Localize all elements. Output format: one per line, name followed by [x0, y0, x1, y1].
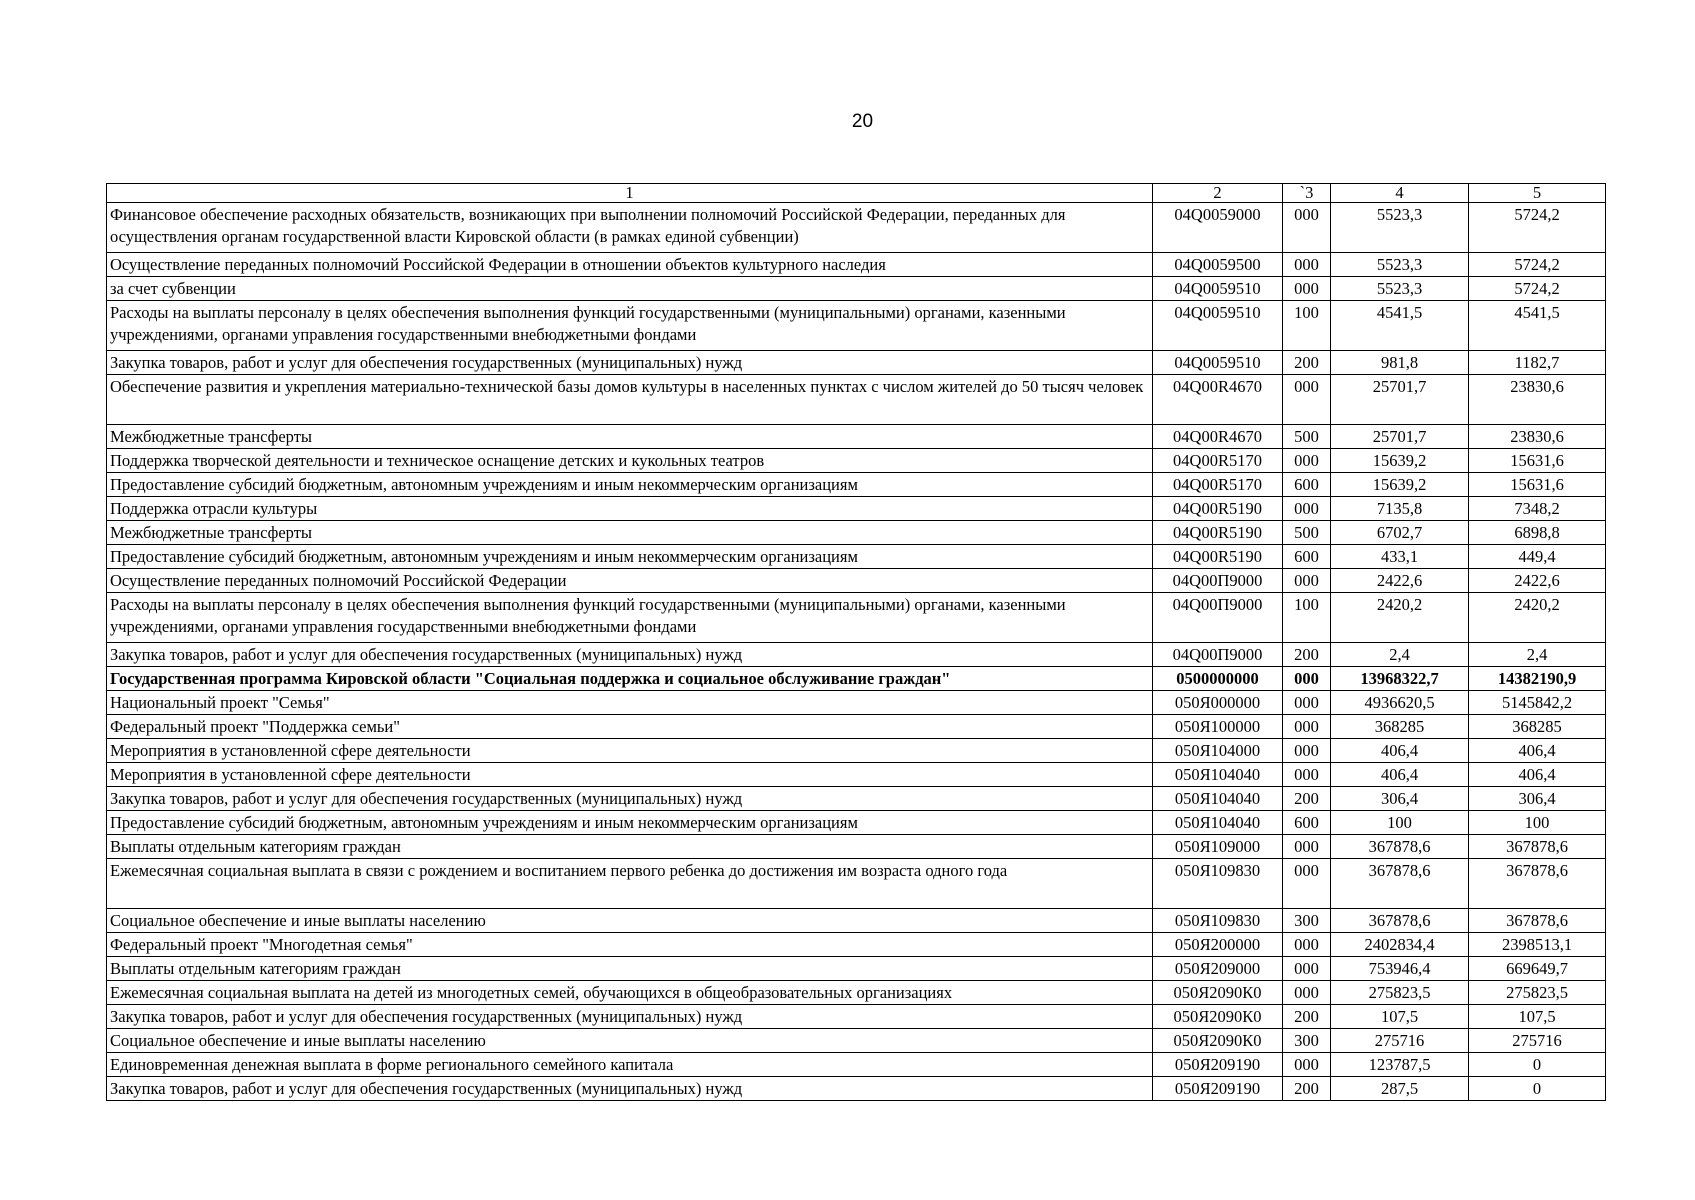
row-expense-type-cell: 000 [1283, 691, 1331, 715]
row-code-cell: 04Q00П9000 [1153, 593, 1283, 643]
row-value-year2-cell: 275823,5 [1469, 981, 1606, 1005]
row-name-cell: Поддержка творческой деятельности и техническое оснащение детских и кукольных театров [107, 449, 1153, 473]
row-value-year1-cell: 306,4 [1331, 787, 1469, 811]
row-name-cell: Расходы на выплаты персоналу в целях обеспечения выполнения функций государственными (муниципальными) органами, казенными учреждениями, органами управления государственными внебюджетными фондами [107, 301, 1153, 351]
row-expense-type-cell: 600 [1283, 811, 1331, 835]
row-name-cell: Осуществление переданных полномочий Российской Федерации [107, 569, 1153, 593]
column-header-1: 1 [107, 184, 1153, 203]
row-name-cell: Выплаты отдельным категориям граждан [107, 957, 1153, 981]
row-expense-type-cell: 000 [1283, 715, 1331, 739]
row-expense-type-cell: 000 [1283, 277, 1331, 301]
row-expense-type-cell: 500 [1283, 425, 1331, 449]
page-number: 20 [851, 111, 874, 132]
row-expense-type-cell: 000 [1283, 449, 1331, 473]
table-row [107, 933, 1606, 957]
row-code-cell: 04Q00R5190 [1153, 497, 1283, 521]
row-value-year1-cell: 5523,3 [1331, 253, 1469, 277]
row-value-year2-cell: 14382190,9 [1469, 667, 1606, 691]
row-expense-type-cell: 000 [1283, 1053, 1331, 1077]
row-expense-type-cell: 200 [1283, 643, 1331, 667]
row-value-year1-cell: 981,8 [1331, 351, 1469, 375]
row-value-year1-cell: 2420,2 [1331, 593, 1469, 643]
row-code-cell: 050Я209190 [1153, 1077, 1283, 1101]
row-value-year1-cell: 15639,2 [1331, 473, 1469, 497]
table-row [107, 449, 1606, 473]
row-value-year1-cell: 368285 [1331, 715, 1469, 739]
row-value-year2-cell: 368285 [1469, 715, 1606, 739]
row-code-cell: 050Я104040 [1153, 811, 1283, 835]
row-code-cell: 04Q0059500 [1153, 253, 1283, 277]
table-row [107, 763, 1606, 787]
row-name-cell: Федеральный проект "Многодетная семья" [107, 933, 1153, 957]
header-row [107, 184, 1606, 203]
row-name-cell: Единовременная денежная выплата в форме регионального семейного капитала [107, 1053, 1153, 1077]
row-code-cell: 050Я2090К0 [1153, 981, 1283, 1005]
row-expense-type-cell: 500 [1283, 521, 1331, 545]
row-value-year1-cell: 367878,6 [1331, 835, 1469, 859]
row-code-cell: 04Q00R5170 [1153, 473, 1283, 497]
row-expense-type-cell: 000 [1283, 375, 1331, 425]
table-row [107, 1053, 1606, 1077]
row-expense-type-cell: 300 [1283, 909, 1331, 933]
row-value-year1-cell: 15639,2 [1331, 449, 1469, 473]
row-value-year2-cell: 4541,5 [1469, 301, 1606, 351]
row-name-cell: Мероприятия в установленной сфере деятельности [107, 763, 1153, 787]
row-code-cell: 04Q00П9000 [1153, 643, 1283, 667]
table-row [107, 545, 1606, 569]
row-name-cell: Закупка товаров, работ и услуг для обеспечения государственных (муниципальных) нужд [107, 643, 1153, 667]
row-value-year1-cell: 2422,6 [1331, 569, 1469, 593]
row-code-cell: 04Q00R4670 [1153, 425, 1283, 449]
row-name-cell: Закупка товаров, работ и услуг для обеспечения государственных (муниципальных) нужд [107, 1005, 1153, 1029]
table-row [107, 715, 1606, 739]
row-value-year2-cell: 23830,6 [1469, 425, 1606, 449]
table-row [107, 691, 1606, 715]
row-code-cell: 0500000000 [1153, 667, 1283, 691]
row-value-year2-cell: 306,4 [1469, 787, 1606, 811]
row-value-year1-cell: 13968322,7 [1331, 667, 1469, 691]
row-value-year2-cell: 107,5 [1469, 1005, 1606, 1029]
row-expense-type-cell: 000 [1283, 981, 1331, 1005]
row-name-cell: Финансовое обеспечение расходных обязательств, возникающих при выполнении полномочий Российской Федерации, переданных для осуществления органам государственной власти Кировской области (в рамках единой субвенции) [107, 203, 1153, 253]
row-value-year2-cell: 2,4 [1469, 643, 1606, 667]
row-expense-type-cell: 600 [1283, 545, 1331, 569]
table-row [107, 521, 1606, 545]
table-row [107, 957, 1606, 981]
row-code-cell: 050Я109830 [1153, 909, 1283, 933]
column-header-5: 5 [1469, 184, 1606, 203]
row-code-cell: 050Я209190 [1153, 1053, 1283, 1077]
row-expense-type-cell: 000 [1283, 569, 1331, 593]
row-name-cell: Закупка товаров, работ и услуг для обеспечения государственных (муниципальных) нужд [107, 351, 1153, 375]
table-row [107, 981, 1606, 1005]
row-name-cell: Межбюджетные трансферты [107, 521, 1153, 545]
row-value-year2-cell: 0 [1469, 1053, 1606, 1077]
row-value-year2-cell: 275716 [1469, 1029, 1606, 1053]
row-expense-type-cell: 000 [1283, 763, 1331, 787]
row-value-year2-cell: 23830,6 [1469, 375, 1606, 425]
row-expense-type-cell: 000 [1283, 497, 1331, 521]
row-name-cell: за счет субвенции [107, 277, 1153, 301]
row-code-cell: 050Я2090К0 [1153, 1005, 1283, 1029]
row-name-cell: Поддержка отрасли культуры [107, 497, 1153, 521]
row-name-cell: Федеральный проект "Поддержка семьи" [107, 715, 1153, 739]
table-row [107, 787, 1606, 811]
row-name-cell: Закупка товаров, работ и услуг для обеспечения государственных (муниципальных) нужд [107, 1077, 1153, 1101]
row-code-cell: 04Q00П9000 [1153, 569, 1283, 593]
row-value-year1-cell: 433,1 [1331, 545, 1469, 569]
row-value-year2-cell: 0 [1469, 1077, 1606, 1101]
table-row [107, 1029, 1606, 1053]
row-value-year1-cell: 4541,5 [1331, 301, 1469, 351]
table-row [107, 739, 1606, 763]
row-value-year1-cell: 5523,3 [1331, 277, 1469, 301]
row-value-year1-cell: 406,4 [1331, 739, 1469, 763]
row-name-cell: Закупка товаров, работ и услуг для обеспечения государственных (муниципальных) нужд [107, 787, 1153, 811]
table-row [107, 253, 1606, 277]
table-row [107, 1077, 1606, 1101]
row-value-year1-cell: 4936620,5 [1331, 691, 1469, 715]
row-name-cell: Национальный проект "Семья" [107, 691, 1153, 715]
row-value-year2-cell: 7348,2 [1469, 497, 1606, 521]
row-name-cell: Социальное обеспечение и иные выплаты населению [107, 1029, 1153, 1053]
row-value-year2-cell: 15631,6 [1469, 449, 1606, 473]
row-value-year1-cell: 123787,5 [1331, 1053, 1469, 1077]
table-row [107, 859, 1606, 909]
row-value-year2-cell: 367878,6 [1469, 835, 1606, 859]
table-row [107, 569, 1606, 593]
row-expense-type-cell: 000 [1283, 253, 1331, 277]
row-code-cell: 04Q0059510 [1153, 351, 1283, 375]
row-value-year1-cell: 2402834,4 [1331, 933, 1469, 957]
row-name-cell: Предоставление субсидий бюджетным, автономным учреждениям и иным некоммерческим организациям [107, 545, 1153, 569]
row-code-cell: 050Я200000 [1153, 933, 1283, 957]
row-expense-type-cell: 300 [1283, 1029, 1331, 1053]
row-value-year1-cell: 275716 [1331, 1029, 1469, 1053]
row-expense-type-cell: 000 [1283, 739, 1331, 763]
row-value-year1-cell: 753946,4 [1331, 957, 1469, 981]
table-row [107, 835, 1606, 859]
table-row [107, 593, 1606, 643]
table-header [107, 184, 1606, 203]
row-code-cell: 04Q0059510 [1153, 301, 1283, 351]
row-name-cell: Государственная программа Кировской области "Социальная поддержка и социальное обслуживание граждан" [107, 667, 1153, 691]
row-code-cell: 050Я104040 [1153, 763, 1283, 787]
row-code-cell: 050Я209000 [1153, 957, 1283, 981]
row-code-cell: 050Я104040 [1153, 787, 1283, 811]
row-expense-type-cell: 000 [1283, 859, 1331, 909]
row-expense-type-cell: 200 [1283, 1005, 1331, 1029]
row-expense-type-cell: 600 [1283, 473, 1331, 497]
row-value-year2-cell: 2420,2 [1469, 593, 1606, 643]
row-value-year2-cell: 406,4 [1469, 739, 1606, 763]
row-value-year2-cell: 5724,2 [1469, 277, 1606, 301]
row-value-year2-cell: 2398513,1 [1469, 933, 1606, 957]
row-value-year2-cell: 367878,6 [1469, 909, 1606, 933]
row-value-year1-cell: 275823,5 [1331, 981, 1469, 1005]
row-value-year1-cell: 7135,8 [1331, 497, 1469, 521]
row-expense-type-cell: 000 [1283, 957, 1331, 981]
table-row [107, 425, 1606, 449]
budget-table [106, 183, 1606, 1101]
table-row [107, 351, 1606, 375]
table-body [107, 203, 1606, 1101]
row-value-year2-cell: 406,4 [1469, 763, 1606, 787]
row-expense-type-cell: 000 [1283, 933, 1331, 957]
row-value-year1-cell: 5523,3 [1331, 203, 1469, 253]
row-value-year2-cell: 449,4 [1469, 545, 1606, 569]
table-row [107, 909, 1606, 933]
row-code-cell: 050Я109000 [1153, 835, 1283, 859]
row-name-cell: Ежемесячная социальная выплата в связи с рождением и воспитанием первого ребенка до достижения им возраста одного года [107, 859, 1153, 909]
row-expense-type-cell: 000 [1283, 667, 1331, 691]
row-value-year2-cell: 2422,6 [1469, 569, 1606, 593]
row-value-year2-cell: 367878,6 [1469, 859, 1606, 909]
row-code-cell: 050Я104000 [1153, 739, 1283, 763]
table-row [107, 643, 1606, 667]
row-value-year2-cell: 100 [1469, 811, 1606, 835]
row-value-year1-cell: 287,5 [1331, 1077, 1469, 1101]
row-code-cell: 04Q00R4670 [1153, 375, 1283, 425]
row-name-cell: Межбюджетные трансферты [107, 425, 1153, 449]
row-name-cell: Предоставление субсидий бюджетным, автономным учреждениям и иным некоммерческим организациям [107, 811, 1153, 835]
table-row [107, 301, 1606, 351]
row-expense-type-cell: 100 [1283, 593, 1331, 643]
row-value-year2-cell: 5724,2 [1469, 253, 1606, 277]
row-code-cell: 050Я000000 [1153, 691, 1283, 715]
column-header-3: `3 [1283, 184, 1331, 203]
row-expense-type-cell: 000 [1283, 203, 1331, 253]
row-code-cell: 050Я2090К0 [1153, 1029, 1283, 1053]
row-code-cell: 04Q0059510 [1153, 277, 1283, 301]
row-name-cell: Осуществление переданных полномочий Российской Федерации в отношении объектов культурного наследия [107, 253, 1153, 277]
table-row [107, 811, 1606, 835]
row-value-year2-cell: 5724,2 [1469, 203, 1606, 253]
row-value-year1-cell: 2,4 [1331, 643, 1469, 667]
row-value-year1-cell: 107,5 [1331, 1005, 1469, 1029]
row-value-year2-cell: 15631,6 [1469, 473, 1606, 497]
table-row [107, 277, 1606, 301]
row-expense-type-cell: 000 [1283, 835, 1331, 859]
row-name-cell: Обеспечение развития и укрепления материально-технической базы домов культуры в населенных пунктах с числом жителей до 50 тысяч человек [107, 375, 1153, 425]
row-code-cell: 050Я100000 [1153, 715, 1283, 739]
row-name-cell: Ежемесячная социальная выплата на детей из многодетных семей, обучающихся в общеобразовательных организациях [107, 981, 1153, 1005]
column-header-2: 2 [1153, 184, 1283, 203]
row-expense-type-cell: 200 [1283, 1077, 1331, 1101]
row-value-year2-cell: 669649,7 [1469, 957, 1606, 981]
row-value-year1-cell: 406,4 [1331, 763, 1469, 787]
row-value-year1-cell: 25701,7 [1331, 375, 1469, 425]
row-code-cell: 04Q00R5190 [1153, 545, 1283, 569]
row-value-year1-cell: 100 [1331, 811, 1469, 835]
row-code-cell: 04Q00R5190 [1153, 521, 1283, 545]
row-expense-type-cell: 200 [1283, 787, 1331, 811]
row-name-cell: Расходы на выплаты персоналу в целях обеспечения выполнения функций государственными (муниципальными) органами, казенными учреждениями, органами управления государственными внебюджетными фондами [107, 593, 1153, 643]
row-value-year1-cell: 367878,6 [1331, 859, 1469, 909]
row-value-year2-cell: 1182,7 [1469, 351, 1606, 375]
row-value-year1-cell: 25701,7 [1331, 425, 1469, 449]
row-name-cell: Выплаты отдельным категориям граждан [107, 835, 1153, 859]
table-row [107, 667, 1606, 691]
row-value-year1-cell: 6702,7 [1331, 521, 1469, 545]
row-expense-type-cell: 200 [1283, 351, 1331, 375]
table-row [107, 1005, 1606, 1029]
row-code-cell: 04Q00R5170 [1153, 449, 1283, 473]
row-code-cell: 050Я109830 [1153, 859, 1283, 909]
row-name-cell: Мероприятия в установленной сфере деятельности [107, 739, 1153, 763]
column-header-4: 4 [1331, 184, 1469, 203]
table-row [107, 203, 1606, 253]
table-row [107, 473, 1606, 497]
row-name-cell: Предоставление субсидий бюджетным, автономным учреждениям и иным некоммерческим организациям [107, 473, 1153, 497]
table-row [107, 375, 1606, 425]
table-row [107, 497, 1606, 521]
row-expense-type-cell: 100 [1283, 301, 1331, 351]
row-value-year1-cell: 367878,6 [1331, 909, 1469, 933]
row-value-year2-cell: 5145842,2 [1469, 691, 1606, 715]
row-name-cell: Социальное обеспечение и иные выплаты населению [107, 909, 1153, 933]
row-code-cell: 04Q0059000 [1153, 203, 1283, 253]
row-value-year2-cell: 6898,8 [1469, 521, 1606, 545]
